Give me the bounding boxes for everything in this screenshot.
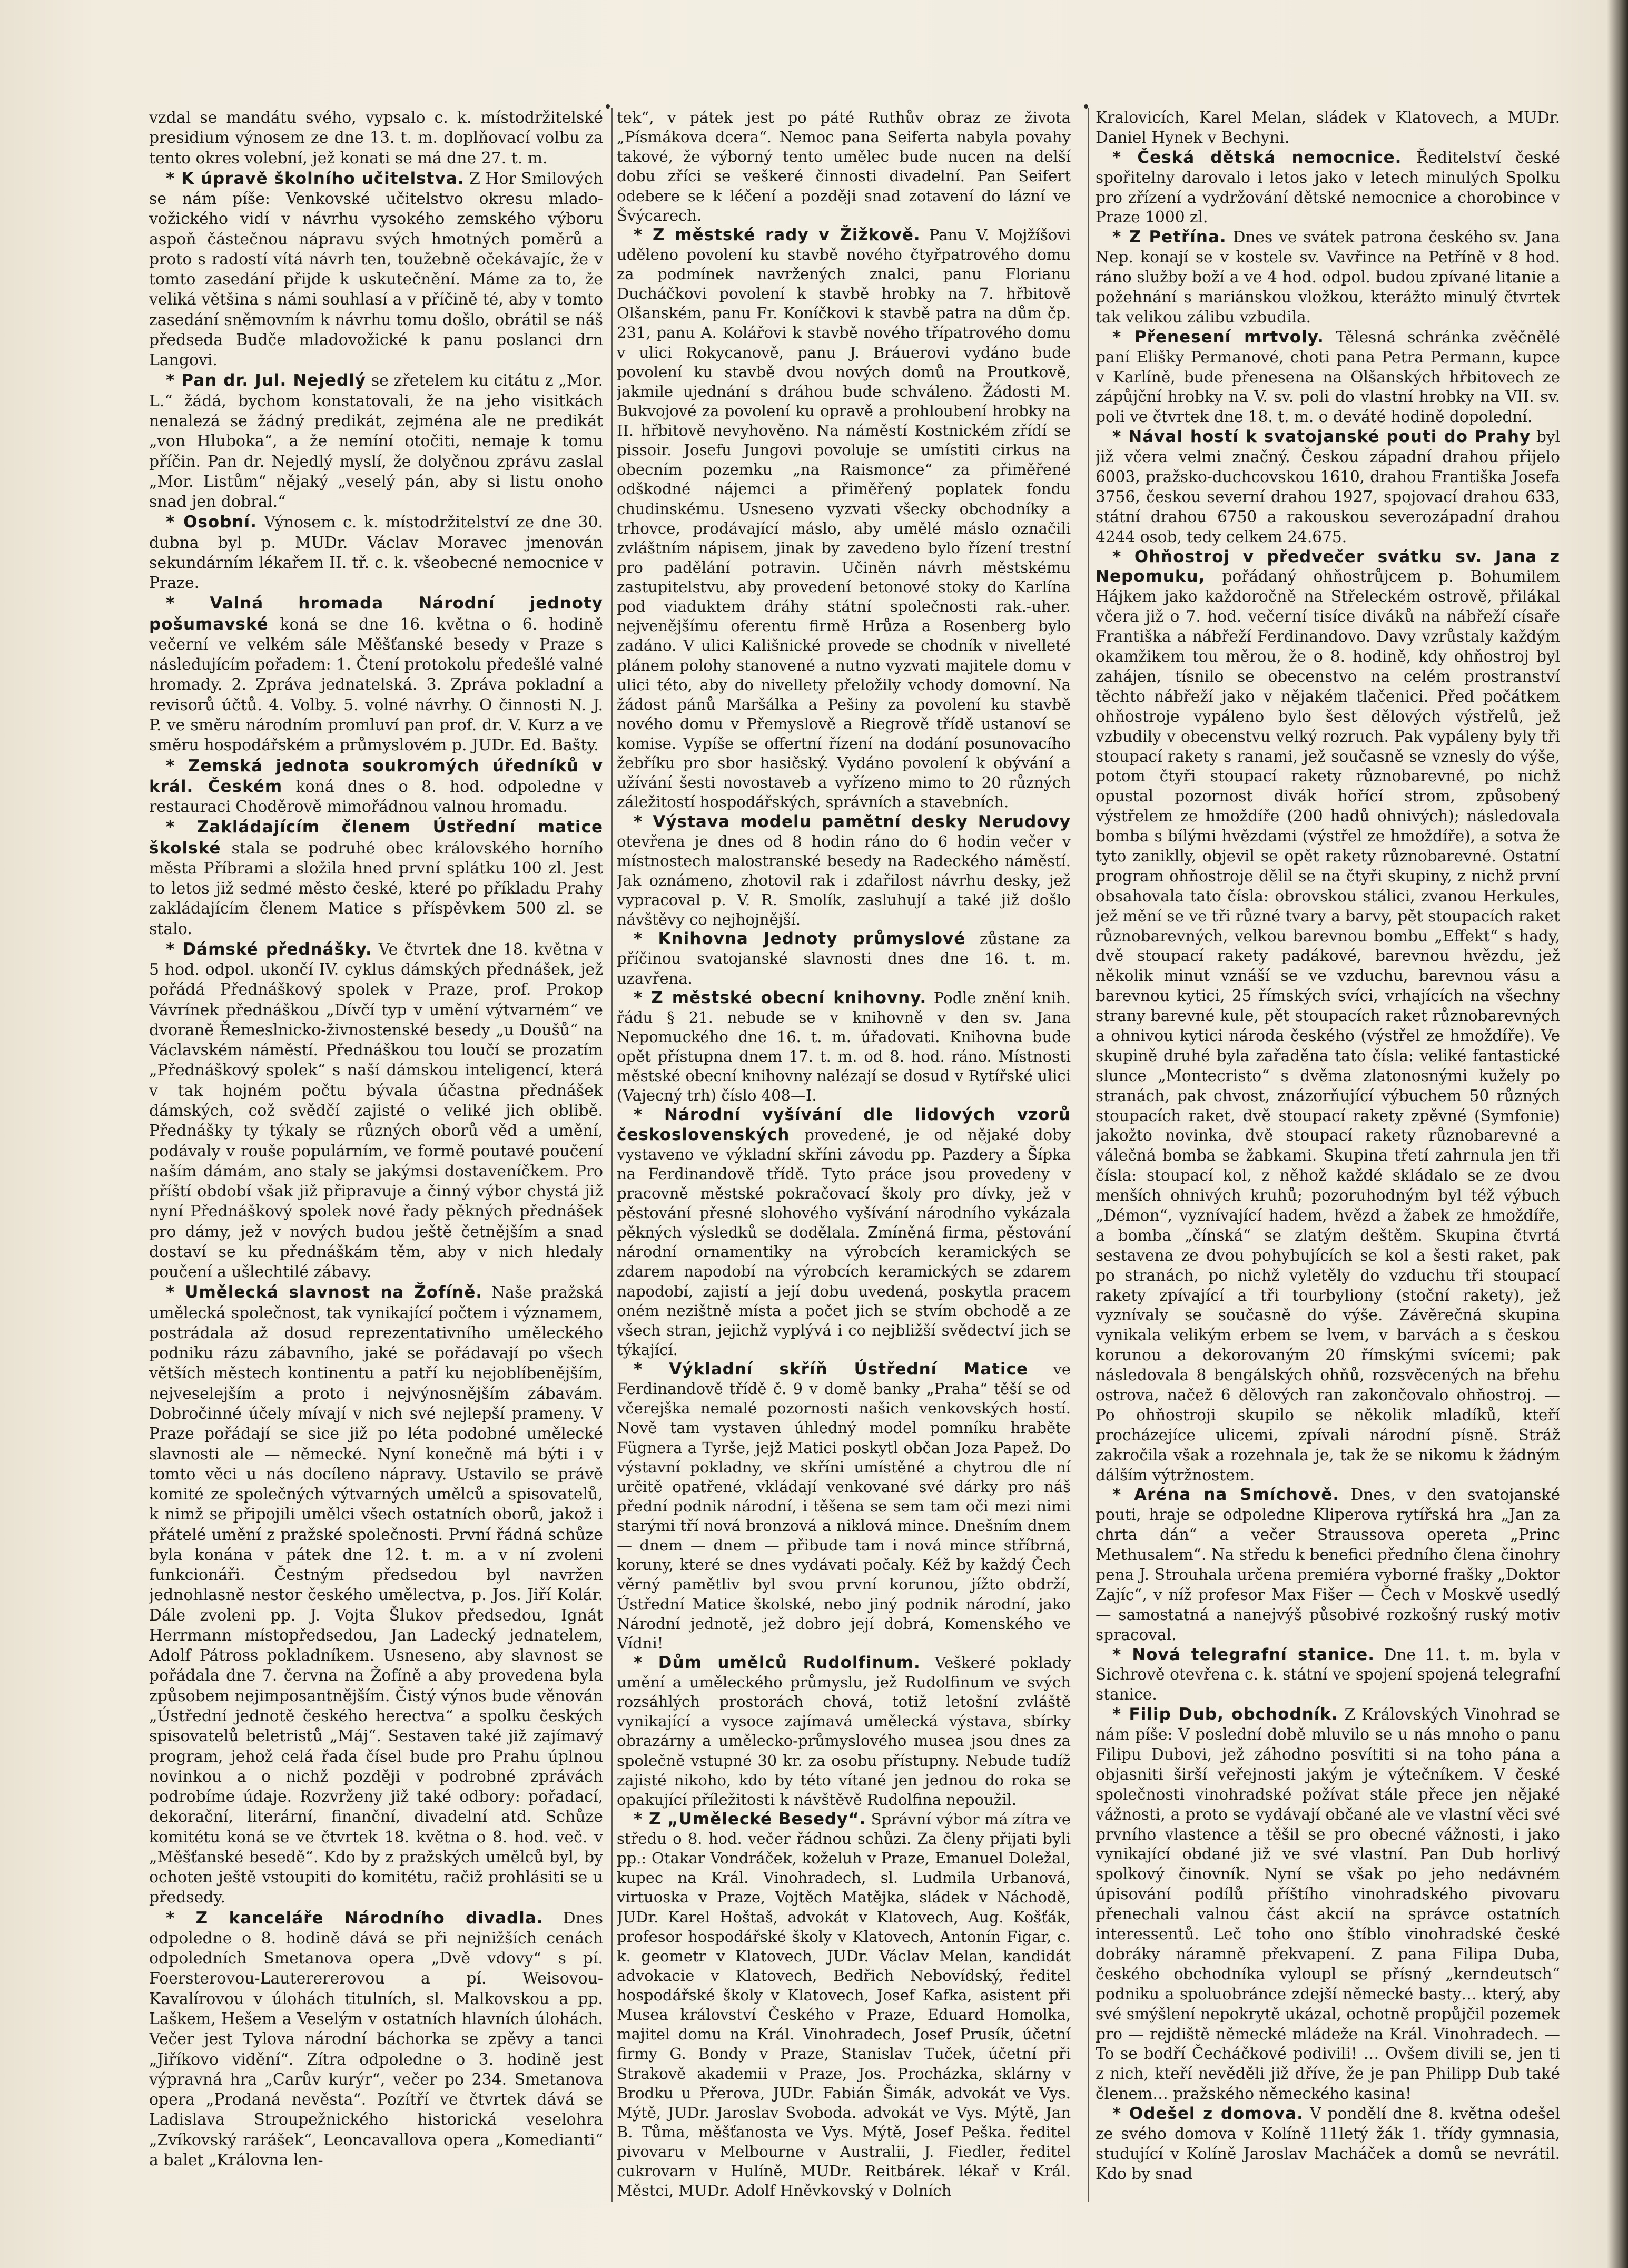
article-heading: * Z „Umělecké Besedy“. bbox=[634, 1809, 866, 1829]
article-paragraph bbox=[1096, 328, 1560, 427]
article-paragraph bbox=[617, 1810, 1071, 2201]
article-text: Panu V. Mojžíšovi uděleno povolení ku stavbě nového čtyřpatrového domu za podmínek navržených znalci, panu Florianu Ducháčkovi povolení k stavbě hrobky na 7. hřbitově Olšanském, panu Fr. Koníčkovi k stavbě patra na dům čp. 231, panu A. Kolářovi k stavbě nového třípatrového domu v ulici Rokycanově, panu J. Bráuerovi vydáno bude povolení ku stavbě dvou nových domů na Proutkově, jakmile ujednání s dráhou bude schváleno. Žádosti M. Bukvojové za povolení ku opravě a prohloubení hrobky na II. hřbitově nevyhověno. Na náměstí Kostnickém zřídí se pissoir. Josefu Jungovi povoluje se umístiti cirkus na obecním pozemku „na Raismonce“ za přiměřené odškodné nájemci a přiměřený poplatek fondu chudinskému. Usneseno vyzvati všecky obchodníky a trhovce, prodávající máslo, aby umělé máslo označili zvláštním nápisem, jinak by zavedeno bylo řízení trestní pro padělání potravin. Učiněn návrh městskému zastupitelstvu, aby provedení betonové stoky do Karlína pod viaduktem dráhy státní společnosti rak.-uher. nejvenějšímu oferentu firmě Hrůza a Rosenberg bylo zadáno. V ulici Kališnické provede se chodník v nivelleté plánem polohy stanovené a nutno vyzvati majitele domu v ulici této, aby do nivellety přeložily vchody domovní. Na žádost pánů Maršálka a Pešiny za povolení ku stavbě nového domu v Přemyslově a Riegrově třídě ustanoví se komise. Vypíše se offertní řízení na dodání posunovacího žebříku pro sbor hasičský. Vydáno povolení k obývání a užívání šesti novostaveb a vyřízeno mimo to 20 různých záležitostí hospodářských, správních a stavebních. bbox=[617, 225, 1071, 811]
article-text: Z Hor Smilových se nám píše: Venkovské učitelstvo okresu mlado-vožického vidí v návrhu vysokého zemského výboru aspoň částečnou nápravu svých hmotných poměrů a proto s radostí vítá návrh ten, toužebně očekávajíc, že v tomto zasedání přijde k uskutečnění. Máme za to, že veliká většina s námi souhlasí a v příčině té, aby v tomto zasedání sněmovním k návrhu tomu došlo, obrátil se náš předseda Budče mladovožické k panu poslanci drn Langovi. bbox=[149, 169, 603, 370]
article-paragraph bbox=[1096, 547, 1560, 1486]
column-divider bbox=[1088, 108, 1089, 2202]
article-text: se zřetelem ku citátu z „Mor. L.“ žádá, bychom konstatovali, že na jeho visitkách nenalezá se žádný predikát, zejména ale ne predikát „von Hluboka“, a že nemíní otočiti, nemaje k tomu příčin. Pan dr. Nejedlý myslí, že dolyčnou zprávu zaslal „Mor. Listům“ nějaký „veselý pán, aby si listu onoho snad jen dobral.“ bbox=[149, 371, 603, 512]
article-text: Dne 11. t. m. byla v Sichrově otevřena c. k. státní ve spojení spojená telegrafní stanice. bbox=[1096, 1645, 1560, 1704]
article-text: zůstane za příčinou svatojanské slavnosti dnes dne 16. t. m. uzavřena. bbox=[617, 930, 1071, 987]
article-heading: * Z městské obecní knihovny. bbox=[634, 988, 927, 1007]
article-heading: * Knihovna Jednoty průmyslové bbox=[634, 929, 966, 949]
article-text: tek“, v pátek jest po páté Ruthův obraz ze života „Písmákova dcera“. Nemoc pana Seiferta nabyla povahy takové, že výborný tento umělec bude nucen na delší dobu zříci se veškeré činnosti divadelní. Pan Seifert odebere se k léčení a později snad zotavení do lázní ve Švýcarech. bbox=[617, 109, 1071, 224]
article-text: pořádaný ohňostrůjcem p. Bohumilem Hájkem jako každoročně na Střeleckém ostrově, přilákal včera již o 7. hod. večerní tisíce diváků na nábřeží císaře Františka a nábřeží Ferdinandovo. Davy vzrůstaly každým okamžikem tou měrou, že o 8. hodině, kdy ohňostroj byl zahájen, tísnilo se obecenstvo na celém prostranství těchto nábřeží jako v nějakém tlačenici. Před počátkem ohňostroje vypáleno bylo šest dělových výstřelů, jež vzbudily v obecenstvu velký rozruch. Pak vypáleny byly tři stoupací rakety s ranami, jež současně se vznesly do výše, potom čtyři stoupací rakety různobarevné, po nichž opustal pozornost divák hořící strom, způsobený výstřelem ze hmoždíře (200 hadů ohnivých); následovala bomba s bílými hvězdami (výstřel ze hmoždíře), a sotva že tyto zaniklly, objevil se opět rakety různobarevné. Ostatní program ohňostroje dělil se na čtyři skupiny, z nichž první obsahovala tato čísla: obrovskou stálici, zvanou Herkules, jež mění se ve tři různé tvary a barvy, pět stoupacích raket různobarevných, velkou barevnou bombu „Effekt“ s hady, dvě stoupací rakety padákové, barevnou hvězdu, jež několik minut vznáší se ve vzduchu, barevnou vásu a barevnou kytici, 25 římských svíci, vrhajících na všechny strany barevné kule, pět stoupacích raket různobarevných a ohnivou kytici národa českého (výstřel ze hmoždíře). Ve skupině druhé byla zařaděna tato čísla: veliké fantastické slunce „Montecristo“ s dvěma zlatonosnými kužely po stranách, pak chvost, znázorňující výbuchem 50 různých stoupacích raket, dvě stoupací rakety zpěvné (Symfonie) jakožto novinka, dvě stoupací rakety různobarevné a válečná bomba se žabkami. Skupina třetí zahrnula jen tři čísla: stoupací kol, z něhož každé skládalo se ze dvou menších ohnivých kruhů; pozoruhodným byl též výbuch „Démon“, vyznívající hadem, hvězd a žabek ze hmoždíře, a bomba „čínská“ se zlatým deštěm. Skupina čtvrtá sestavena ze dvou pohybujících se kol a šesti raket, pak po stranách, po nichž vyletěly do vzduchu tři stoupací rakety zpívající a tři tourbyliony (stoční rakety), jež vyznívaly se současně do výše. Závěrečná skupina vynikala velikým erbem se lvem, v barvách a s českou korunou a dekorovaným 20 římskými svícemi; pak následovala 8 bengálských ohňů, rozsvěcených na břehu ostrova, načež 6 dělových ran zakončovalo ohňostroj. — Po ohňostroji skupilo se několik mladíků, kteří procházejíce ulicemi, zpívali národní písně. Stráž zakročila však a rozehnala je, tak že se nikomu k žádným dálším výtržnostem. bbox=[1096, 567, 1560, 1484]
article-paragraph bbox=[149, 593, 603, 755]
article-heading: * Z kanceláře Národního divadla. bbox=[166, 1908, 544, 1928]
article-paragraph bbox=[617, 225, 1071, 812]
article-heading: * Přenesení mrtvoly. bbox=[1112, 327, 1324, 347]
article-text: Podle znění knih. řádu § 21. nebude se v knihovně v den sv. Jana Nepomuckého dne 16. t. m. úřadovati. Knihovna bude opět přístupna dnem 17. t. m. od 8. hod. ráno. Místnosti městské obecní knihovny nalézají se dosud v Rytířské ulici (Vajecný trh) číslo 408—I. bbox=[617, 988, 1071, 1105]
article-text: Dnes odpoledne o 8. hodině dává se při nejnižších cenách odpoledních Smetanova opera „Dvě vdovy“ s pí. Foersterovou-Lauterererovou a pí. Weisovou-Kavalírovou v úlohách titulních, sl. Malkovskou a pp. Laškem, Hešem a Veselým v ostatních hlavních úlohách. Večer jest Tylova národní báchorka se zpěvy a tanci „Jiříkovo vidění“. Zítra odpoledne o 3. hodině jest výpravná hra „Carův kurýr“, večer po 234. Smetanova opera „Prodaná nevěsta“. Pozítří ve čtvrtek dává se Ladislava Stroupežnického historická veselohra „Zvíkovský rarášek“, Leoncavallova opera „Komedianti“ a balet „Královna len- bbox=[149, 1909, 603, 2169]
article-paragraph bbox=[149, 169, 603, 371]
article-paragraph bbox=[1096, 1485, 1560, 1645]
article-text: Dnes ve svátek patrona českého sv. Jana Nep. konají se v kostele sv. Vavřince na Petříně v 8 hod. ráno služby boží a ve 4 hod. odpol. budou zpívané litanie a požehnání s mariánskou vložkou, kterážto minulý čtvrtek tak velikou zálibu vzbudila. bbox=[1096, 228, 1560, 326]
article-heading: * Odešel z domova. bbox=[1112, 2104, 1304, 2124]
article-text: V pondělí dne 8. května odešel ze svého domova v Kolíně 11letý žák 1. třídy gymnasia, studující v Kolíně Jaroslav Macháček a domů se nevrátil. Kdo by snad bbox=[1096, 2105, 1560, 2183]
article-paragraph bbox=[617, 1105, 1071, 1360]
article-heading: * Pan dr. Jul. Nejedlý bbox=[166, 371, 366, 390]
article-paragraph bbox=[617, 1360, 1071, 1653]
article-text: Veškeré poklady umění a uměleckého průmyslu, jež Rudolfinum ve svých rozsáhlých prostorách chová, totiž letošní zvláště vynikající a vysoce zajímavá umělecká výstava, sbírky obrazárny a umělecko-průmyslového musea jsou dnes za společně vstupné 30 kr. za osobu přístupny. Nebude tudíž zajisté nikoho, kdo by této vítané jen jednou do roka se opakující příležitosti k návštěvě Rudolfina nepoužil. bbox=[617, 1653, 1071, 1809]
article-text: Tělesná schránka zvěčnělé paní Elišky Permanové, choti pana Petra Permann, kupce v Karlíně, bude přenesena na Olšanských hřbitovech ze zápůjční hrobky na V. sv. poli do vlastní hrobky na VII. sv. poli ve čtvrtek dne 18. t. m. o deváté hodině dopolední. bbox=[1096, 328, 1560, 426]
article-paragraph bbox=[1096, 148, 1560, 228]
article-paragraph bbox=[1096, 2104, 1560, 2184]
article-paragraph bbox=[617, 812, 1071, 930]
article-heading: * Valná hromada Národní jednoty pošumavské bbox=[149, 594, 603, 634]
article-text: koná se dne 16. května o 6. hodině večerní ve velkém sále Měšťanské besedy v Praze s následujícím pořadem: 1. Čtení protokolu předešlé valné hromady. 2. Zpráva jednatelská. 3. Zpráva pokladní a revisorů účtů. 4. Volby. 5. volné návrhy. O činnosti N. J. P. ve směru národním promluví pan prof. dr. V. Kurz a ve směru hospodářském a průmyslovém p. JUDr. Ed. Bašty. bbox=[149, 615, 603, 755]
article-text: ve Ferdinandově třídě č. 9 v domě banky „Praha“ těší se od včerejška nemalé pozornosti našich venkovských hostí. Nově tam vystaven úhledný model pomníku hraběte Fügnera a Tyrše, jejž Matici poskytl občan Joza Papež. Do výstavní pokladny, ve skříni umístěné a chytrou dle ní určitě opatřené, vkládají venkované své dárky pro náš přední podnik národní, i těšena se sem tam oči mezi nimi starými tří nová bronzová a niklová mince. Dnešním dnem — dnem — dnem — přibude tam i nová mince stříbrná, koruny, které se dnes vydávati počaly. Kéž by každý Čech věrný pamětliv byl svou první korunou, jížto obdrží, Ústřední Matice školské, nebo jiný podnik národní, jako Národní jednotě, jež dobro její dobrá, Komenského ve Vídni! bbox=[617, 1360, 1071, 1652]
article-heading: * Výkladní skříň Ústřední Matice bbox=[634, 1360, 1028, 1379]
article-text: provedené, je od nějaké doby vystaveno ve výkladní skříni závodu pp. Pazdery a Šípka na Ferdinandově třídě. Tyto práce jsou provedeny v pracovně městské pokračovací školy pro dívky, jež v pěstování přesné slohového vyšívání národního vykázala pěkných výsledků se dodělala. Zmíněná firma, pěstování národní ornamentiky na výrobcích keramických se zdarem napodobí na výrobcích keramických se zdarem napodobí, zajistí a její dobu uvedená, poskytla pracem oném nezištně místa a počet jich se stvím obchodě a ze všech stran, jejichž vyplývá i co nejbližší svědectví jich se týkající. bbox=[617, 1125, 1071, 1359]
article-heading: * K úpravě školního učitelstva. bbox=[166, 169, 465, 188]
article-text: Správní výbor má zítra ve středu o 8. hod. večer řádnou schůzi. Za členy přijati byli pp.: Otakar Vondráček, koželuh v Praze, Emanuel Doležal, kupec na Král. Vinohradech, sl. Ludmila Urbanová, virtuoska v Praze, Vojtěch Matějka, sládek v Náchodě, JUDr. Karel Hoštaš, advokát v Klatovech, Aug. Košťák, profesor hospodářské školy v Klatovech, Antonín Figar, c. k. geometr v Klatovech, JUDr. Václav Melan, kandidát advokacie v Klatovech, Bedřich Nebovídský, ředitel hospodářské školy v Klatovech, Josef Kafka, asistent při Musea království Českého v Praze, Eduard Homolka, majitel domu na Král. Vinohradech, Josef Prusík, účetní firmy G. Bondy v Praze, Stanislav Tuček, účetní při Strakově akademii v Praze, Jos. Procházka, sklárny v Brodku u Přerova, JUDr. Fabián Šimák, advokát ve Vys. Mýtě, JUDr. Jaroslav Svoboda. advokát ve Vys. Mýtě, Jan B. Tůma, měšťanosta ve Vys. Mýtě, Josef Peška. ředitel pivovaru v Melbourne v Australii, J. Fiedler, ředitel cukrovarn v Hulíně, MUDr. Reitbárek. lékař v Král. Městci, MUDr. Adolf Hněvkovský v Dolních bbox=[617, 1810, 1071, 2200]
article-heading: * Zakládajícím členem Ústřední matice školské bbox=[149, 818, 603, 858]
article-paragraph bbox=[149, 108, 603, 169]
page-edge-shadow bbox=[1607, 0, 1628, 2268]
article-paragraph bbox=[149, 817, 603, 939]
page-mark bbox=[606, 104, 610, 109]
article-paragraph bbox=[149, 1282, 603, 1908]
article-heading: * Aréna na Smíchově. bbox=[1112, 1485, 1340, 1505]
article-paragraph bbox=[1096, 228, 1560, 327]
article-paragraph bbox=[149, 1908, 603, 2171]
article-paragraph bbox=[149, 370, 603, 512]
article-heading: * Umělecká slavnost na Žofíně. bbox=[166, 1283, 483, 1302]
article-heading: * Z městské rady v Žižkově. bbox=[634, 225, 921, 244]
article-text: Naše pražská umělecká společnost, tak vynikající počtem i významem, postrádala až dosud reprezentativního uměleckého podniku rázu zábavního, jaké se pořádavají po všech větších městech kontinentu a patří ku nejoblíbenějším, nejveselejším a proto i nejvýnosnějším zábavám. Dobročinné účely mívají v nich své nejlepší prameny. V Praze pořádají se sice již po léta podobné umělecké slavnosti ale — německé. Nyní konečně má býti i v tomto věci u nás docíleno nápravy. Ustavilo se právě komité ze společných výtvarných umělců a spisovatelů, k nimž se připojili umělci všech ostatních oborů, jakož i přátelé umění z pražské společnosti. První řádná schůze byla konána v pátek dne 12. t. m. a v ní zvoleni funkcionáři. Čestným předsedou byl navržen jednohlasně nestor českého umělectva, p. Jos. Jiří Kolár. Dále zvoleni pp. J. Vojta Šlukov předsedou, Ignát Herrmann místopředsedou, Jan Ladecký jednatelem, Adolf Pátross pokladníkem. Usneseno, aby slavnost se pořádala dne 7. června na Žofíně a aby provedena byla způsobem nejimposantnějším. Čistý výnos bude věnován „Ústřední jednotě českého herectva“ a spolku českých spisovatelů beletristů „Máj“. Sestaven také již zajímavý program, jehož celá řada čísel bude pro Prahu úplnou novinkou a o nichž později v podrobné zprávách podrobíme údaje. Rozvrženy již také odbory: pořadací, dekorační, literární, finanční, divadelní atd. Schůze komitétu koná se ve čtvrtek 18. května o 8. hod. več. v „Měšťanské besedě“. Kdo by z pražských umělců byl, by ochoten ještě vstoupiti do komitétu, račiž prohlásiti se u předsedy. bbox=[149, 1283, 603, 1907]
article-heading: * Filip Dub, obchodník. bbox=[1112, 1705, 1338, 1724]
article-text: Z Královských Vinohrad se nám píše: V poslední době mluvilo se u nás mnoho o panu Filipu Dubovi, jež záhodno posvítiti si na toho pána a objasniti širší veřejnosti jakým je výtečníkem. V české společnosti vinohradské požívat stále přece jen nějaké vážnosti, a proto se vydávají občané ale ve vlastní věci své prvního vlastence a těšil se pro obecné vážnosti, i jako vynikající obdané již ve své vlastní. Pan Dub horlivý spolkový činovník. Nyní se však po jeho nedávném úpisování podílů příštího vinohradského pivovaru přenechali valnou část akcií na správce ostatních interessentů. Leč toho ono štíblo vinohradské české dobráky náramně překvapení. Z pana Filipa Duba, českého obchodníka vyloupl se přísný „kerndeutsch“ podniku a spoluobránce zdejší německé basty… který, aby své smýšlení nepokrytě ukázal, ochotně propůjčil pozemek pro — rejdiště německé mládeže na Král. Vinohradech. — To se bodří Čecháčkové podivili! … Ovšem divili se, jen ti z nich, kteří nevěděli již dříve, že je pan Philipp Dub také členem… pražského německého kasina! bbox=[1096, 1705, 1560, 2103]
article-text: Dnes, v den svatojanské pouti, hraje se odpoledne Kliperova rytířská hra „Jan za chrta dán“ a večer Straussova opereta „Princ Methusalem“. Na středu k benefici předního člena činohry pena J. Strouhala určena premiéra vyborné frašky „Doktor Zajíc“, v níž profesor Max Fišer — Čech v Moskvě usedlý — samostatná a nanejvýš působivé rozkošný ruský motiv spracoval. bbox=[1096, 1486, 1560, 1644]
article-paragraph bbox=[1096, 1705, 1560, 2104]
article-paragraph bbox=[617, 1653, 1071, 1810]
article-heading: * Dámské přednášky. bbox=[166, 939, 372, 959]
article-heading: * NávaI hostí k svatojanské pouti do Prahy bbox=[1112, 427, 1531, 447]
article-paragraph bbox=[617, 929, 1071, 988]
article-text: Kralovicích, Karel Melan, sládek v Klatovech, a MUDr. Daniel Hynek v Bechyni. bbox=[1096, 109, 1560, 146]
article-heading: * Zemská jednota soukromých úředníků v král. Českém bbox=[149, 756, 603, 796]
article-heading: * Z Petřína. bbox=[1112, 228, 1227, 247]
article-paragraph bbox=[617, 108, 1071, 225]
article-paragraph bbox=[1096, 427, 1560, 547]
article-paragraph bbox=[149, 756, 603, 818]
article-text: stala se podruhé obec královského horního města Příbrami a složila hned první splátku 100 zl. Jest to letos již sedmé město české, které po příkladu Prahy zakládajícím členem Matice s příspěvkem 500 zl. se stalo. bbox=[149, 839, 603, 938]
article-text: Výnosem c. k. místodržitelství ze dne 30. dubna byl p. MUDr. Václav Moravec jmenován sekundárním lékařem II. tř. c. k. všeobecné nemocnice v Praze. bbox=[149, 513, 603, 593]
article-text: vzdal se mandátu svého, vypsalo c. k. místodržitelské presidium výnosem ze dne 13. t. m. doplňovací volbu za tento okres volební, jež konati se má dne 27. t. m. bbox=[149, 109, 603, 168]
column-1 bbox=[149, 108, 603, 2202]
article-text: Ředitelství české spořitelny darovalo i letos jako v letech minulých Spolku pro zřízení a vydržování dětské nemocnice a chorobince v Praze 1000 zl. bbox=[1096, 148, 1560, 227]
column-3 bbox=[1096, 108, 1560, 2202]
article-heading: * Česká dětská nemocnice. bbox=[1112, 148, 1402, 167]
article-heading: * Národní vyšívání dle lidových vzorů československých bbox=[617, 1105, 1071, 1144]
article-heading: * Výstava modelu pamětní desky Nerudovy bbox=[634, 812, 1071, 831]
article-heading: * Dům umělců Rudolfinum. bbox=[634, 1653, 921, 1672]
article-paragraph bbox=[1096, 1645, 1560, 1705]
article-paragraph bbox=[617, 988, 1071, 1106]
article-text: byl již včera velmi značný. Českou západní drahou přijelo 6003, pražsko-duchcovskou 1610, drahou Františka Josefa 3756, českou severní drahou 1927, spojovací drahou 633, státní drahou 6750 a rakouskou severozápadní drahou 4244 osob, tedy celkem 24.675. bbox=[1096, 428, 1560, 546]
article-paragraph bbox=[1096, 108, 1560, 148]
article-heading: * Osobní. bbox=[166, 513, 257, 532]
column-divider bbox=[611, 108, 613, 2202]
article-paragraph bbox=[149, 512, 603, 593]
article-text: Ve čtvrtek dne 18. května v 5 hod. odpol. ukončí IV. cyklus dámských přednášek, jež pořádá Přednáškový spolek v Praze, prof. Prokop Vávrínek přednáškou „Dívčí typ v umění výtvarném“ ve dvoraně Řemeslnicko-živnostenské besedy „u Doušů“ na Václavském náměstí. Přednáškou tou loučí se prozatím „Přednáškový spolek“ s naší dámskou inteligencí, která v tak hojném počtu bývala účastna přednášek dámských, což svědčí zajisté o veliké jich oblibě. Přednášky ty týkaly se různých oborů věd a umění, podávaly v rouše populárním, ve formě poutavé poučení naším dámám, ano staly se jakýmsi dostaveníčkem. Pro příští období však již připravuje a činný výbor chystá již nyní Přednáškový spolek nové řady pěkných přednášek pro dámy, jež v nových budou ještě četnějším a snad dostaví se ku přednáškám těm, aby v nich hledaly poučení a ušlechtilé zábavy. bbox=[149, 940, 603, 1282]
article-text: koná dnes o 8. hod. odpoledne v restauraci Choděrově mimořádnou valnou hromadu. bbox=[149, 777, 603, 817]
article-heading: * Nová telegrafní stanice. bbox=[1112, 1645, 1375, 1664]
article-paragraph bbox=[149, 939, 603, 1283]
column-2 bbox=[617, 108, 1071, 2202]
article-heading: * Ohňostroj v předvečer svátku sv. Jana z Nepomuku, bbox=[1096, 547, 1560, 586]
article-text: otevřena je dnes od 8 hodin ráno do 6 hodin večer v místnostech malostranské besedy na Radeckého náměstí. Jak oznámeno, zhotovil rak i zdařilost návrhu desky, jež vypracoval p. V. R. Smolík, zasluhují a také již došlo návštěvy co nejhojnější. bbox=[617, 832, 1071, 929]
